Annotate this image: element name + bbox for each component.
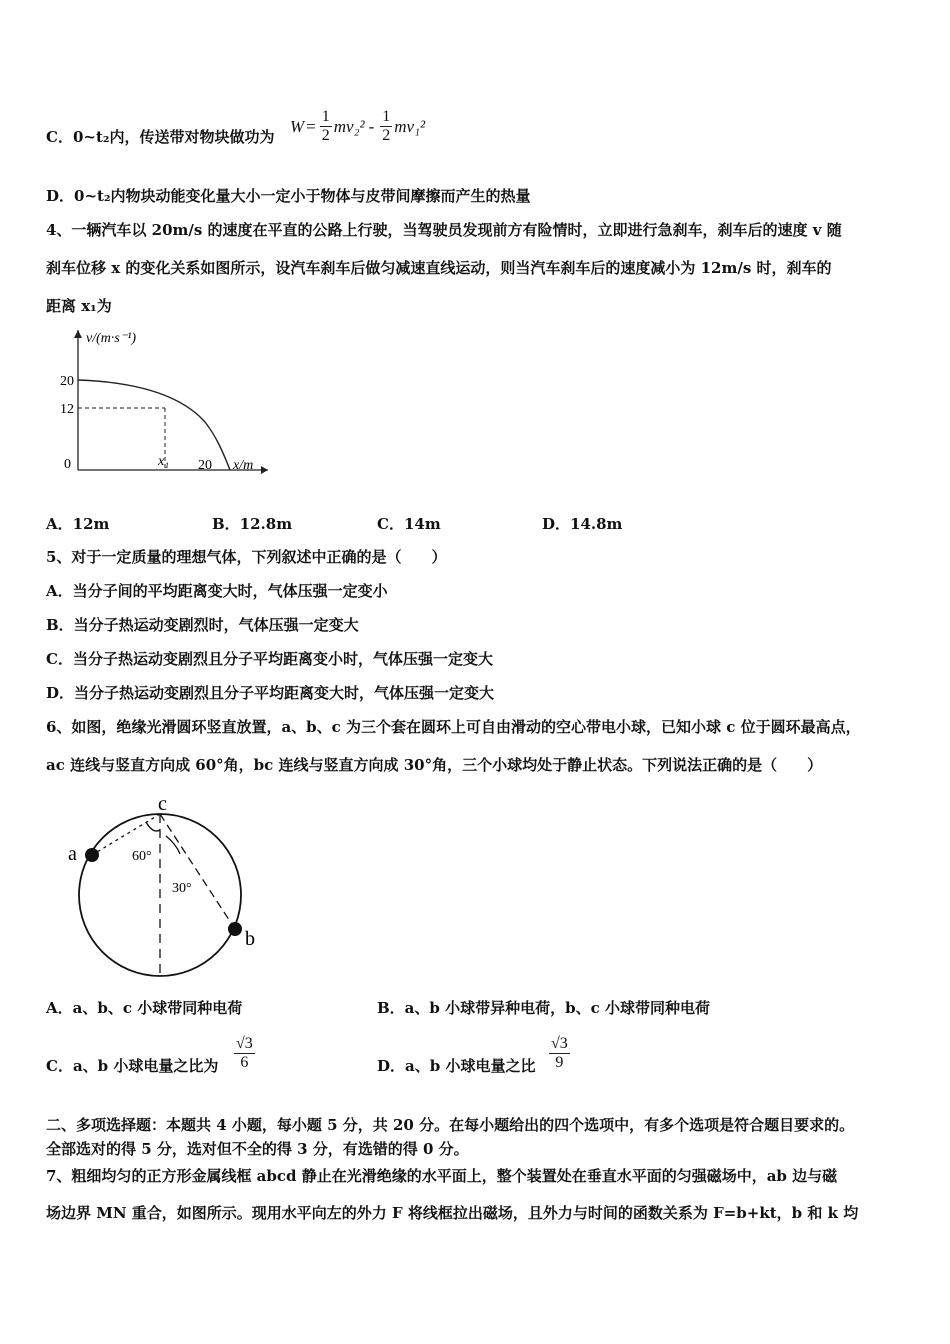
q5-option-d: D．当分子热运动变剧烈且分子平均距离变大时，气体压强一定变大 [46, 684, 495, 702]
formula-w: W [290, 116, 305, 136]
q5-option-c: C．当分子热运动变剧烈且分子平均距离变小时，气体压强一定变大 [46, 650, 493, 668]
label-a: a [68, 843, 77, 865]
q4-stem-line2: 刹车位移 x 的变化关系如图所示，设汽车刹车后做匀减速直线运动，则当汽车刹车后的速度减小为 12m/s 时，刹车的 [46, 259, 832, 277]
q5-stem: 5、对于一定质量的理想气体，下列叙述中正确的是（ ） [46, 548, 447, 566]
q7-stem-line1: 7、粗细均匀的正方形金属线框 abcd 静止在光滑绝缘的水平面上，整个装置处在垂直水平面的匀强磁场中，ab 边与磁 [46, 1167, 838, 1185]
q6-option-c-fraction: $\frac{√3}{6}$ [236, 1035, 253, 1071]
formula-term2: mv₁² [394, 116, 426, 136]
formula-half-2: $\frac{1}{2}$ [382, 108, 391, 144]
arc-30 [166, 836, 180, 854]
ball-b [228, 922, 242, 936]
q6-stem-line2: ac 连线与竖直方向成 60°角，bc 连线与竖直方向成 30°角，三个小球均处于静止状态。下列说法正确的是（ ） [46, 756, 823, 774]
q4-option-d: D．14.8m [542, 515, 623, 533]
q4-v-x-graph [40, 322, 280, 492]
q3-option-d: D．0~t₂内物块动能变化量大小一定小于物体与皮带间摩擦而产生的热量 [46, 187, 531, 205]
x-axis-label: x/m [233, 458, 254, 473]
velocity-curve [78, 380, 230, 470]
q5-option-b: B．当分子热运动变剧烈时，气体压强一定变大 [46, 616, 359, 634]
tick-x-20: 20 [198, 458, 212, 473]
angle-30-label: 30° [172, 881, 192, 896]
q6-option-d-fraction: $\frac{√3}{9}$ [551, 1035, 568, 1071]
q5-option-a: A．当分子间的平均距离变大时，气体压强一定变小 [46, 582, 388, 600]
tick-y-20: 20 [60, 374, 74, 389]
tick-y-12: 12 [60, 402, 74, 417]
section2-heading-line1: 二、多项选择题：本题共 4 小题，每小题 5 分，共 20 分。在每小题给出的四个选项中，有多个选项是符合题目要求的。 [46, 1116, 855, 1134]
formula-term1: mv₂² [333, 116, 365, 136]
formula-eq: = [306, 116, 316, 136]
label-c: c [158, 793, 167, 815]
y-axis-label: v/(m·s⁻¹) [86, 331, 137, 346]
q4-option-b: B．12.8m [212, 515, 293, 533]
section2-heading-line2: 全部选对的得 5 分，选对但不全的得 3 分，有选错的得 0 分。 [46, 1140, 469, 1158]
q7-stem-line2: 场边界 MN 重合，如图所示。现用水平向左的外力 F 将线框拉出磁场，且外力与时间的函数关系为 F=b+kt，b 和 k 均 [46, 1204, 859, 1222]
q3-work-formula [290, 108, 425, 145]
q6-option-d: D．a、b 小球电量之比 [377, 1057, 536, 1075]
q4-option-a: A．12m [46, 515, 110, 533]
q3-option-c [46, 127, 274, 147]
q6-option-c: C．a、b 小球电量之比为 [46, 1057, 219, 1075]
angle-60-label: 60° [132, 849, 152, 864]
line-bc [160, 814, 235, 929]
origin-label: 0 [64, 457, 71, 472]
q4-stem-line1: 4、一辆汽车以 20m/s 的速度在平直的公路上行驶，当驾驶员发现前方有险情时，立即进行急刹车，刹车后的速度 v 随 [46, 221, 842, 239]
q6-stem-line1: 6、如图，绝缘光滑圆环竖直放置，a、b、c 为三个套在圆环上可自由滑动的空心带电小球，已知小球 c 位于圆环最高点， [46, 718, 861, 736]
q4-option-c: C．14m [377, 515, 441, 533]
q6-ring-figure [60, 792, 280, 982]
q4-stem-line3: 距离 x₁为 [46, 297, 112, 315]
q6-option-b: B．a、b 小球带异种电荷，b、c 小球带同种电荷 [377, 999, 710, 1017]
y-axis-arrow [74, 330, 82, 338]
q6-option-a: A．a、b、c 小球带同种电荷 [46, 999, 243, 1017]
formula-minus: - [368, 116, 375, 136]
tick-x1: x₁ [158, 454, 170, 469]
ball-a [85, 848, 99, 862]
formula-half-1: $\frac{1}{2}$ [321, 108, 330, 144]
q3-option-c-text: C．0~t₂内，传送带对物块做功为 [46, 128, 275, 146]
x-axis-arrow [261, 466, 268, 474]
label-b: b [245, 928, 255, 950]
arc-60 [146, 822, 160, 831]
